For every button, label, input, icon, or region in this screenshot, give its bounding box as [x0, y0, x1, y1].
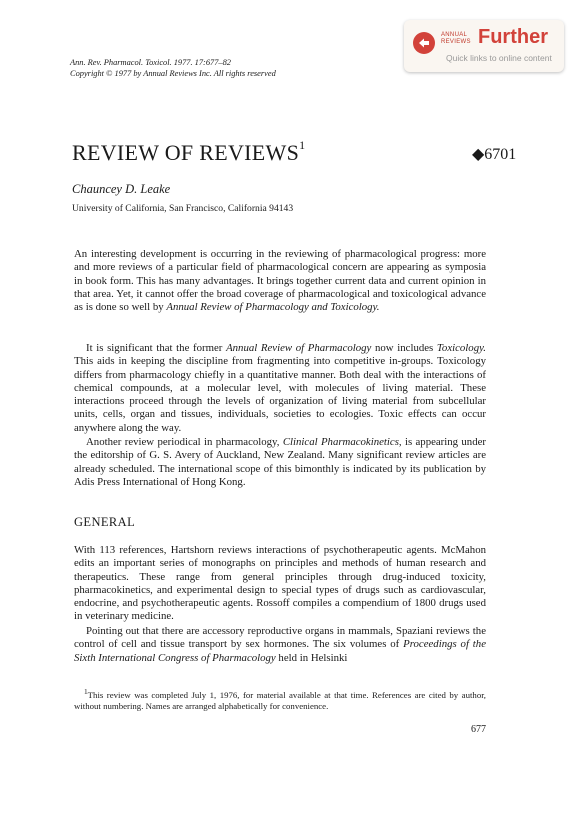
paragraph-toxicology: It is significant that the former Annual Review of Pharmacology now includes Toxicology. This aids in keeping the discipline from fragmenting into competitive in-groups. Toxicology differs from pharmacology chiefly in a quantitative manner. Both deal with the interactions of chemical compounds, at a molecular level, with molecules of living material. These interactions proceed through the levels of organization of living material from subcellular units, cells, organ and tissues, individuals, societies to ecologies. Toxic effects can occur anywhere along the way. [74, 342, 486, 434]
article-title: REVIEW OF REVIEWS$^1$ [72, 138, 306, 165]
journal-citation: Ann. Rev. Pharmacol. Toxicol. 1977. 17:677–82 [70, 58, 231, 67]
article-code: ◆6701 [472, 146, 517, 163]
section-heading-general: GENERAL [74, 515, 136, 529]
footnote: $^1$This review was completed July 1, 1976, for material available at that time. References are cited by author, without numbering. Names are arranged alphabetically for convenience. [74, 687, 486, 712]
further-badge[interactable] [404, 20, 564, 72]
badge-publisher: ANNUAL REVIEWS [441, 32, 471, 45]
annual-reviews-logo-icon [413, 32, 435, 54]
author-name: Chauncey D. Leake [72, 182, 171, 196]
title-footnote-mark: 1 [299, 138, 306, 152]
footnote-mark: 1 [84, 687, 88, 696]
paragraph-clinical-pharmacokinetics: Another review periodical in pharmacology, Clinical Pharmacokinetics, is appearing under the editorship of G. S. Avery of Auckland, New Zealand. Many significant review articles are already scheduled. The international scope of this bimonthly is indicated by its publication by Adis Press International of Hong Kong. [74, 436, 486, 488]
paragraph-spaziani: Pointing out that there are accessory reproductive organs in mammals, Spaziani reviews the control of cell and tissue transport by sex hormones. The six volumes of Proceedings of the Sixth International Congress of Pharmacology held in Helsinki [74, 625, 486, 664]
author-affiliation: University of California, San Francisco, California 94143 [72, 203, 294, 214]
journal-citation-block [70, 57, 276, 79]
badge-further: Further [478, 26, 548, 48]
page-number: 677 [471, 724, 486, 735]
intro-paragraph: An interesting development is occurring in the reviewing of pharmacological progress: more and more reviews of a particular field of pharmacological concern are appearing as symposia in book form. This has many advantages. It brings together current data and current opinion in that area. Yet, it cannot offer the broad coverage of pharmacological and toxicological advance as is done so well by Annual Review of Pharmacology and Toxicology. [74, 248, 486, 314]
copyright-line: Copyright © 1977 by Annual Reviews Inc. All rights reserved [70, 69, 276, 78]
badge-subtitle: Quick links to online content [446, 53, 552, 63]
paragraph-general: With 113 references, Hartshorn reviews interactions of psychotherapeutic agents. McMahon edits an important series of monographs on principles and methods of human research and therapeutics. These range from general principles through drug-induced toxicity, pharmacokinetics, and experimental design to special types of drugs such as cardiovascular, endocrine, and psychotherapeutic agents. Rossoff compiles a compendium of 1800 drugs used in veterinary medicine. [74, 544, 486, 623]
